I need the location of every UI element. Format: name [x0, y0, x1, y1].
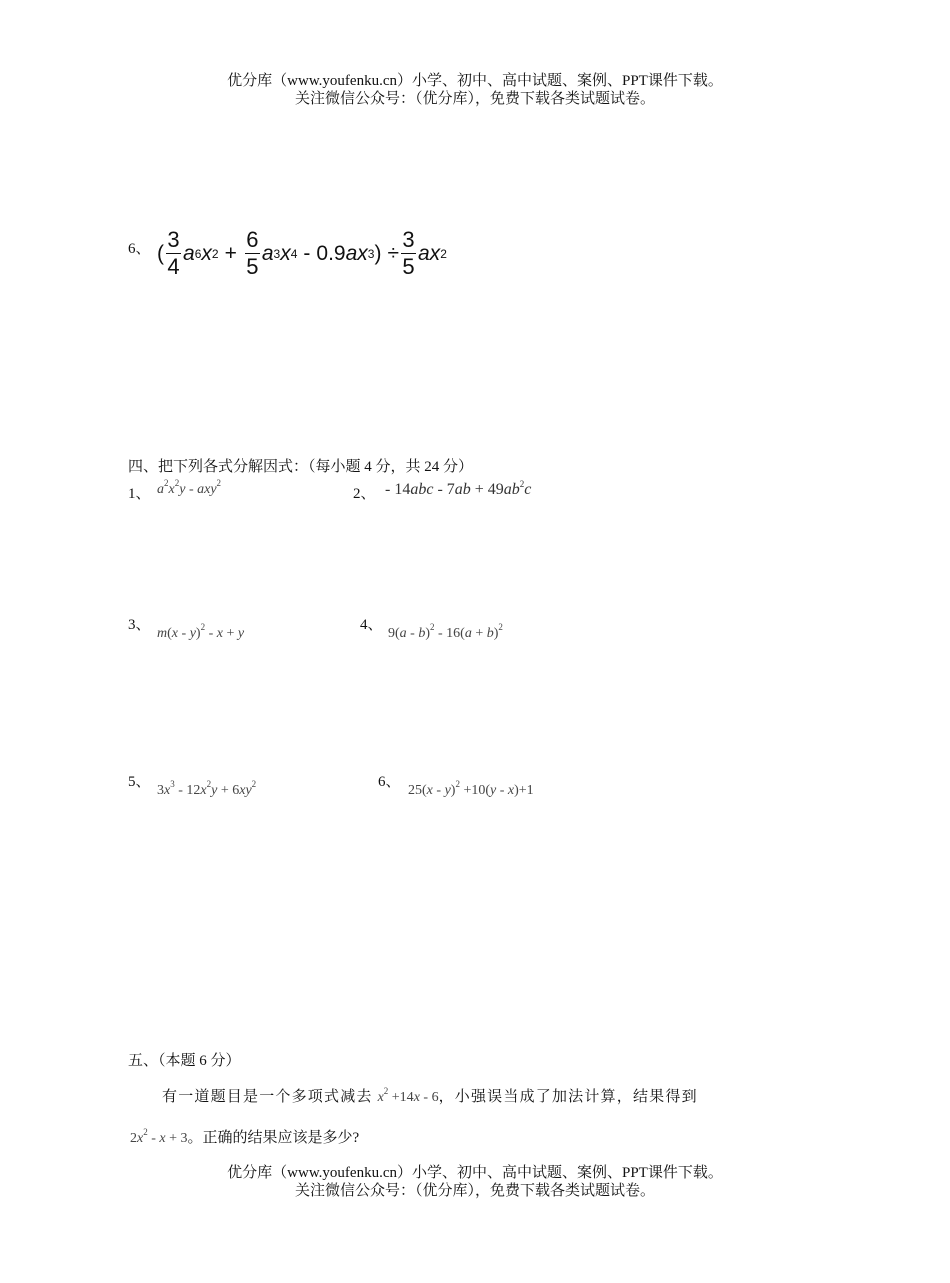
footer-line-2: 关注微信公众号：（优分库），免费下载各类试题试卷。 [294, 1183, 655, 1199]
section-5-line-1: 有一道题目是一个多项式减去 $x^2 +14x - 6$，小强误当成了加法计算，结果得到 [162, 1086, 698, 1105]
fraction-3-4: $\frac{3}{4}$ [167, 227, 180, 279]
section-5-line-2: $2x^2 - x + 3$。正确的结果应该是多少? [130, 1127, 360, 1146]
fraction-3-5: $\frac{3}{5}$ [402, 227, 415, 279]
footer-line-1: 优分库（www.youfenku.cn）小学、初中、高中试题、案例、PPT课件下载。 [227, 1165, 723, 1181]
item-2-expression: - $14abc - 7ab + 49ab^2c$ [385, 479, 532, 498]
section-5-title: 五、（本题 6 分） [128, 1053, 241, 1069]
item-6-number: 6、 [378, 774, 401, 790]
polynomial-subtracted: $x^2 +14x - 6$ [377, 1086, 439, 1105]
item-6-expression: 25(x - y)$^2$ +10(y - x)+1 [408, 779, 534, 798]
problem-6-expression: ( $\frac{3}{4}$ a 6 x 2 + $\frac{6}{5}$ a 3 x 4 - 0.9 ax 3 ) ÷ $\frac{3}{5}$ ax 2 [157, 227, 447, 279]
result-polynomial: $2x^2 - x + 3$ [130, 1127, 188, 1146]
item-4-number: 4、 [360, 617, 383, 633]
header-line-2: 关注微信公众号：（优分库），免费下载各类试题试卷。 [294, 91, 655, 107]
section-4-title: 四、把下列各式分解因式：（每小题 4 分，共 24 分） [128, 459, 474, 475]
fraction-6-5: $\frac{6}{5}$ [246, 227, 259, 279]
header-bottom [0, 1164, 950, 1200]
item-2-number: 2、 [353, 486, 376, 502]
item-1-expression: $a^2x^2y - axy^2$ [157, 478, 222, 497]
header-line-1: 优分库（www.youfenku.cn）小学、初中、高中试题、案例、PPT课件下载。 [227, 73, 723, 89]
item-5-number: 5、 [128, 774, 151, 790]
item-4-expression: $9(a - b)^2 - 16(a + b)^2$ [388, 622, 503, 641]
header-top [0, 72, 950, 108]
problem-6-number: 6、 [128, 241, 151, 257]
item-3-expression: m(x - y)$^2$ - x + y [157, 622, 245, 641]
item-1-number: 1、 [128, 486, 151, 502]
item-3-number: 3、 [128, 617, 151, 633]
item-5-expression: $3x^3 - 12x^2y + 6xy^2$ [157, 779, 257, 798]
